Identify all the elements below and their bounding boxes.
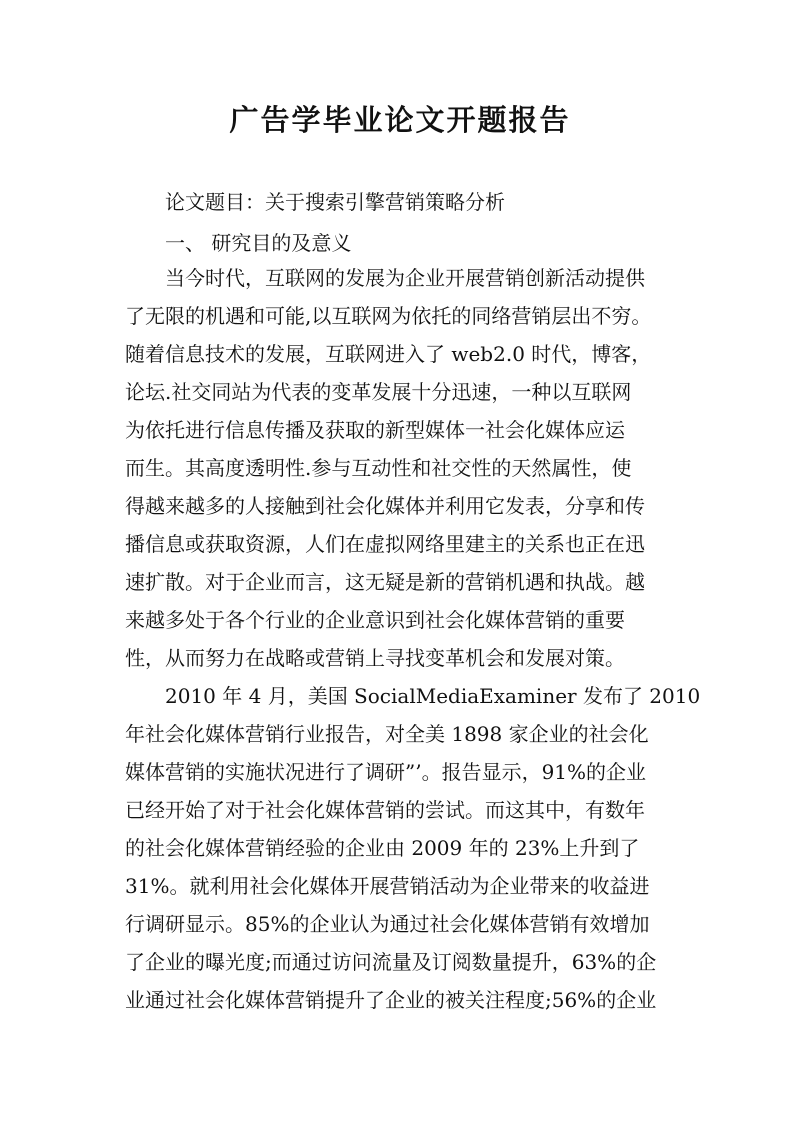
- paragraph-1-line: 论坛.社交同站为代表的变革发展十分迅速，一种以互联网: [125, 380, 632, 404]
- paragraph-1-line: 来越多处于各个行业的企业意识到社会化媒体营销的重要: [125, 608, 625, 632]
- paragraph-1-line: 而生。其高度透明性.参与互动性和社交性的天然属性，使: [125, 456, 632, 480]
- paragraph-2-line: 31%。就利用社会化媒体开展营销活动为企业带来的收益进: [125, 874, 650, 898]
- paragraph-2-line: 行调研显示。85%的企业认为通过社会化媒体营销有效增加: [125, 912, 650, 936]
- paragraph-2-line: 媒体营销的实施状况进行了调研”’。报告显示，91%的企业: [125, 760, 647, 784]
- thesis-topic-line: 论文题目：关于搜索引擎营销策略分析: [165, 190, 505, 214]
- paragraph-1-line: 当今时代，互联网的发展为企业开展营销创新活动提供: [165, 266, 645, 290]
- paragraph-2-line: 2010 年 4 月，美国 SocialMediaExaminer 发布了 2010: [165, 684, 701, 708]
- paragraph-2-line: 了企业的曝光度;而通过访问流量及订阅数量提升，63%的企: [125, 950, 657, 974]
- paragraph-1-line: 为依托进行信息传播及获取的新型媒体一社会化媒体应运: [125, 418, 625, 442]
- paragraph-2-line: 年社会化媒体营销行业报告，对全美 1898 家企业的社会化: [125, 722, 649, 746]
- paragraph-1-line: 了无限的机遇和可能,以互联网为依托的同络营销层出不穷。: [125, 304, 652, 328]
- document-title: 广告学毕业论文开题报告: [229, 103, 571, 137]
- paragraph-2-line: 的社会化媒体营销经验的企业由 2009 年的 23%上升到了: [125, 836, 640, 860]
- paragraph-2-line: 已经开始了对于社会化媒体营销的尝试。而这其中，有数年: [125, 798, 645, 822]
- paragraph-1-line: 得越来越多的人接触到社会化媒体并利用它发表，分享和传: [125, 494, 645, 518]
- paragraph-2-line: 业通过社会化媒体营销提升了企业的被关注程度;56%的企业: [125, 988, 657, 1012]
- paragraph-1-line: 随着信息技术的发展，互联网进入了 web2.0 时代，博客，: [125, 342, 652, 366]
- paragraph-1-line: 速扩散。对于企业而言，这无疑是新的营销机遇和执战。越: [125, 570, 645, 594]
- paragraph-1-line: 性，从而努力在战略或营销上寻找变革机会和发展对策。: [125, 646, 625, 670]
- section-heading: 一、 研究目的及意义: [165, 231, 352, 255]
- paragraph-1-line: 播信息或获取资源，人们在虚拟网络里建主的关系也正在迅: [125, 532, 645, 556]
